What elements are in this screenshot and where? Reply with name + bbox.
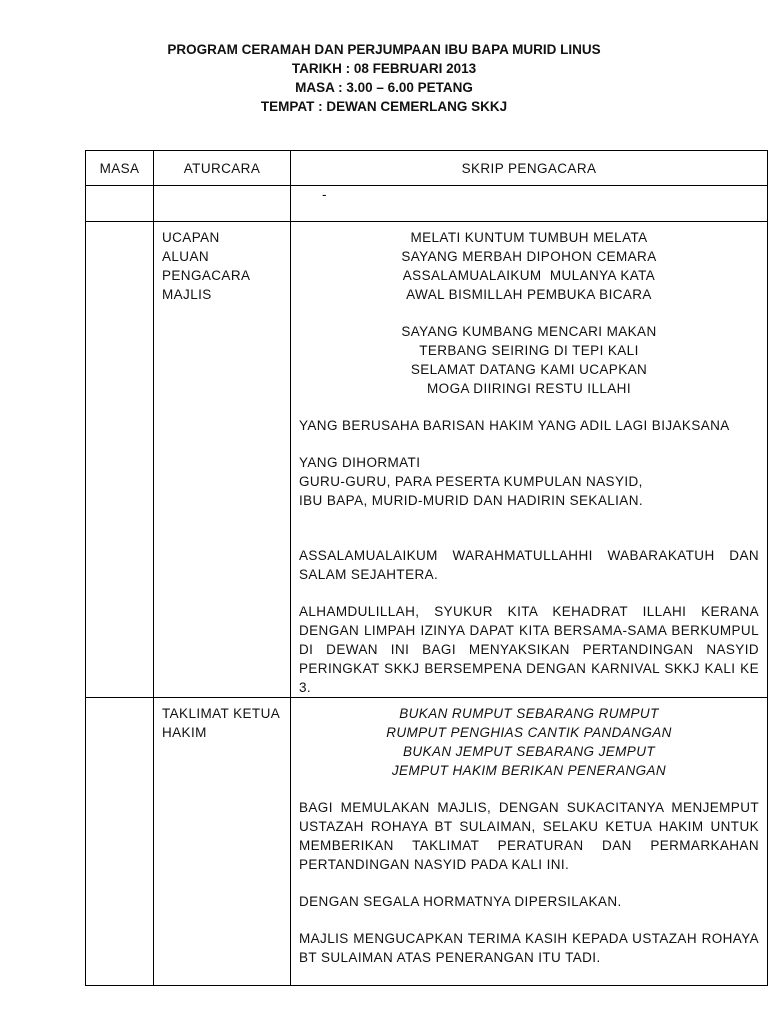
- skrip-cell: [291, 186, 768, 222]
- table-row: [86, 222, 768, 698]
- aturcara-line: ALUAN: [162, 249, 210, 264]
- paragraph-terima: MAJLIS MENGUCAPKAN TERIMA KASIH KEPADA USTAZAH ROHAYA BT SULAIMAN ATAS PENERANGAN ITU TADI.: [299, 931, 759, 965]
- venue-line: TEMPAT : DEWAN CEMERLANG SKKJ: [260, 99, 508, 114]
- aturcara-line: MAJLIS: [162, 287, 212, 302]
- agenda-table: [85, 150, 768, 986]
- skrip-cell: [291, 698, 768, 986]
- pantun-line: AWAL BISMILLAH PEMBUKA BICARA: [406, 287, 652, 302]
- dash-text: -: [322, 187, 327, 202]
- pantun-line: ASSALAMUALAIKUM MULANYA KATA: [402, 268, 656, 283]
- pantun-line: SAYANG KUMBANG MENCARI MAKAN: [401, 324, 657, 339]
- spacer: [299, 528, 759, 546]
- document-header: [0, 40, 768, 116]
- pantun-line: RUMPUT PENGHIAS CANTIK PANDANGAN: [386, 725, 672, 740]
- aturcara-cell: TAKLIMAT KETUA HAKIM: [154, 698, 291, 986]
- column-header-aturcara: ATURCARA: [154, 151, 291, 186]
- pantun-block: [299, 228, 759, 304]
- pantun-line: SELAMAT DATANG KAMI UCAPKAN: [410, 362, 648, 377]
- pantun-line: TERBANG SEIRING DI TEPI KALI: [419, 343, 639, 358]
- pantun-line: SAYANG MERBAH DIPOHON CEMARA: [401, 249, 657, 264]
- pantun-block: [299, 322, 759, 398]
- aturcara-line: UCAPAN: [162, 230, 220, 245]
- dihormati-line: GURU-GURU, PARA PESERTA KUMPULAN NASYID,: [299, 474, 643, 489]
- paragraph-hakim: YANG BERUSAHA BARISAN HAKIM YANG ADIL LAGI BIJAKSANA: [299, 418, 730, 433]
- paragraph-salam: ASSALAMUALAIKUM WARAHMATULLAHHI WABARAKATUH DAN SALAM SEJAHTERA.: [299, 548, 759, 582]
- date-line: TARIKH : 08 FEBRUARI 2013: [291, 61, 477, 76]
- aturcara-line: PENGACARA: [162, 268, 251, 283]
- table-row: [86, 698, 768, 986]
- aturcara-cell: [154, 222, 291, 698]
- document-title: PROGRAM CERAMAH DAN PERJUMPAAN IBU BAPA MURID LINUS: [167, 42, 601, 57]
- pantun-line: MOGA DIIRINGI RESTU ILLAHI: [427, 381, 631, 396]
- time-line: MASA : 3.00 – 6.00 PETANG: [295, 80, 473, 95]
- dihormati-line: IBU BAPA, MURID-MURID DAN HADIRIN SEKALIAN.: [299, 493, 643, 508]
- column-header-masa: MASA: [86, 151, 154, 186]
- masa-cell: [86, 698, 154, 986]
- masa-cell: [86, 222, 154, 698]
- column-header-skrip: SKRIP PENGACARA: [291, 151, 768, 186]
- table-row: [86, 186, 768, 222]
- pantun-block: [299, 704, 759, 780]
- paragraph-hormat: DENGAN SEGALA HORMATNYA DIPERSILAKAN.: [299, 894, 622, 909]
- masa-cell: [86, 186, 154, 222]
- dihormati-line: YANG DIHORMATI: [299, 455, 421, 470]
- pantun-line: BUKAN JEMPUT SEBARANG JEMPUT: [403, 744, 655, 759]
- paragraph-bagi: BAGI MEMULAKAN MAJLIS, DENGAN SUKACITANYA MENJEMPUT USTAZAH ROHAYA BT SULAIMAN, SELAKU KETUA HAKIM UNTUK MEMBERIKAN TAKLIMAT PERATURAN DAN PERMARKAHAN PERTANDINGAN NASYID PADA KALI INI.: [299, 800, 759, 872]
- pantun-line: BUKAN RUMPUT SEBARANG RUMPUT: [399, 706, 659, 721]
- pantun-line: JEMPUT HAKIM BERIKAN PENERANGAN: [391, 763, 667, 778]
- paragraph-dihormati: [299, 453, 759, 510]
- pantun-line: MELATI KUNTUM TUMBUH MELATA: [410, 230, 648, 245]
- aturcara-cell: [154, 186, 291, 222]
- skrip-cell: [291, 222, 768, 698]
- table-header-row: [86, 151, 768, 186]
- paragraph-syukur: ALHAMDULILLAH, SYUKUR KITA KEHADRAT ILLAHI KERANA DENGAN LIMPAH IZINYA DAPAT KITA BERSAMA-SAMA BERKUMPUL DI DEWAN INI BAGI MENYAKSIKAN PERTANDINGAN NASYID PERINGKAT SKKJ BERSEMPENA DENGAN KARNIVAL SKKJ KALI KE 3.: [299, 604, 759, 695]
